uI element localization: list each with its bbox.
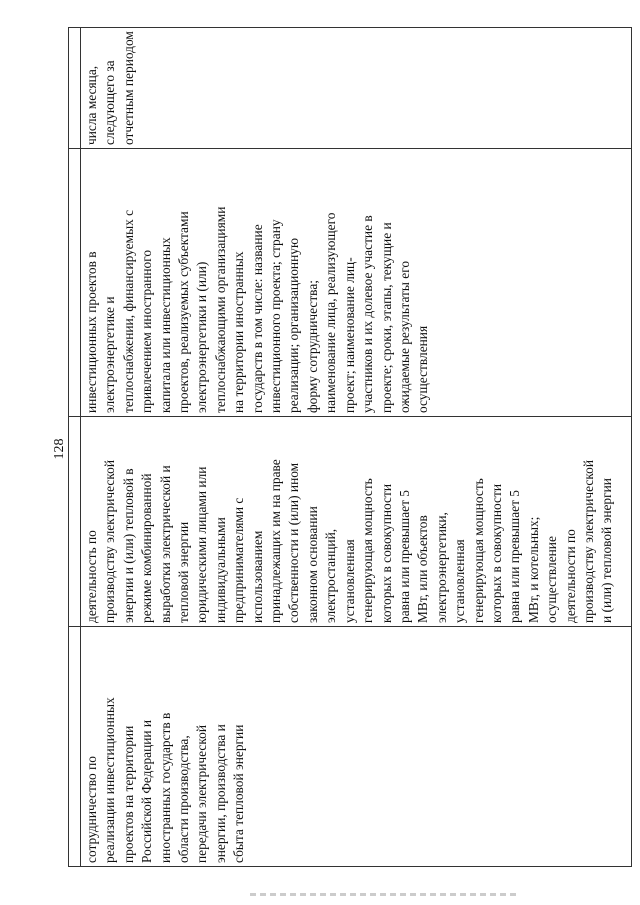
scan-artifact — [250, 893, 520, 896]
table-row-top-remnant — [69, 28, 81, 866]
data-table — [68, 27, 632, 867]
table-cell-remnant — [69, 416, 80, 626]
table-cell-deadline: числа месяца, следующего за отчетным периодом — [84, 31, 136, 145]
table-rotated-wrapper — [68, 27, 632, 867]
page-number: 128 — [52, 438, 67, 460]
table-cell-cooperation-area: сотрудничество по реализации инвестиционных проектов на территории Российской Федерации и иностранных государств в области производства, передачи электрической энергии, производства и сбыта тепловой энергии — [81, 626, 631, 866]
table-cell-remnant — [69, 26, 80, 148]
table-cell-respondents: деятельность по производству электрической энергии и (или) тепловой в режиме комбинированной выработки электрической и тепловой энергии юридическими лицами или индивидуальными предпринимателями с использованием принадлежащих им на праве собственности и (или) ином законном основании электростанций, установленная генерирующая мощность которых в совокупности равна или превышает 5 МВт, или объектов электроэнергетики, установленная генерирующая мощность которых в совокупности равна или превышает 5 МВт, и котельных; осуществление деятельности по производству электрической и (или) тепловой энергии — [81, 416, 631, 626]
table-cell-information: инвестиционных проектов в электроэнергетике и теплоснабжении, финансируемых с привлечением иностранного капитала или инвестиционных проектов, реализуемых субъектами электроэнергетики и (или) теплоснабжающими организациями на территории иностранных государств в том числе: название инвестиционного проекта; страну реализации; организационную форму сотрудничества; наименование лица, реализующего проект; наименование лиц- участников и их долевое участие в проекте; сроки, этапы, текущие и ожидаемые результаты его осуществления — [81, 148, 631, 416]
table-cell-remnant — [69, 626, 80, 866]
table-cell-remnant — [69, 148, 80, 416]
table-row — [81, 28, 631, 866]
